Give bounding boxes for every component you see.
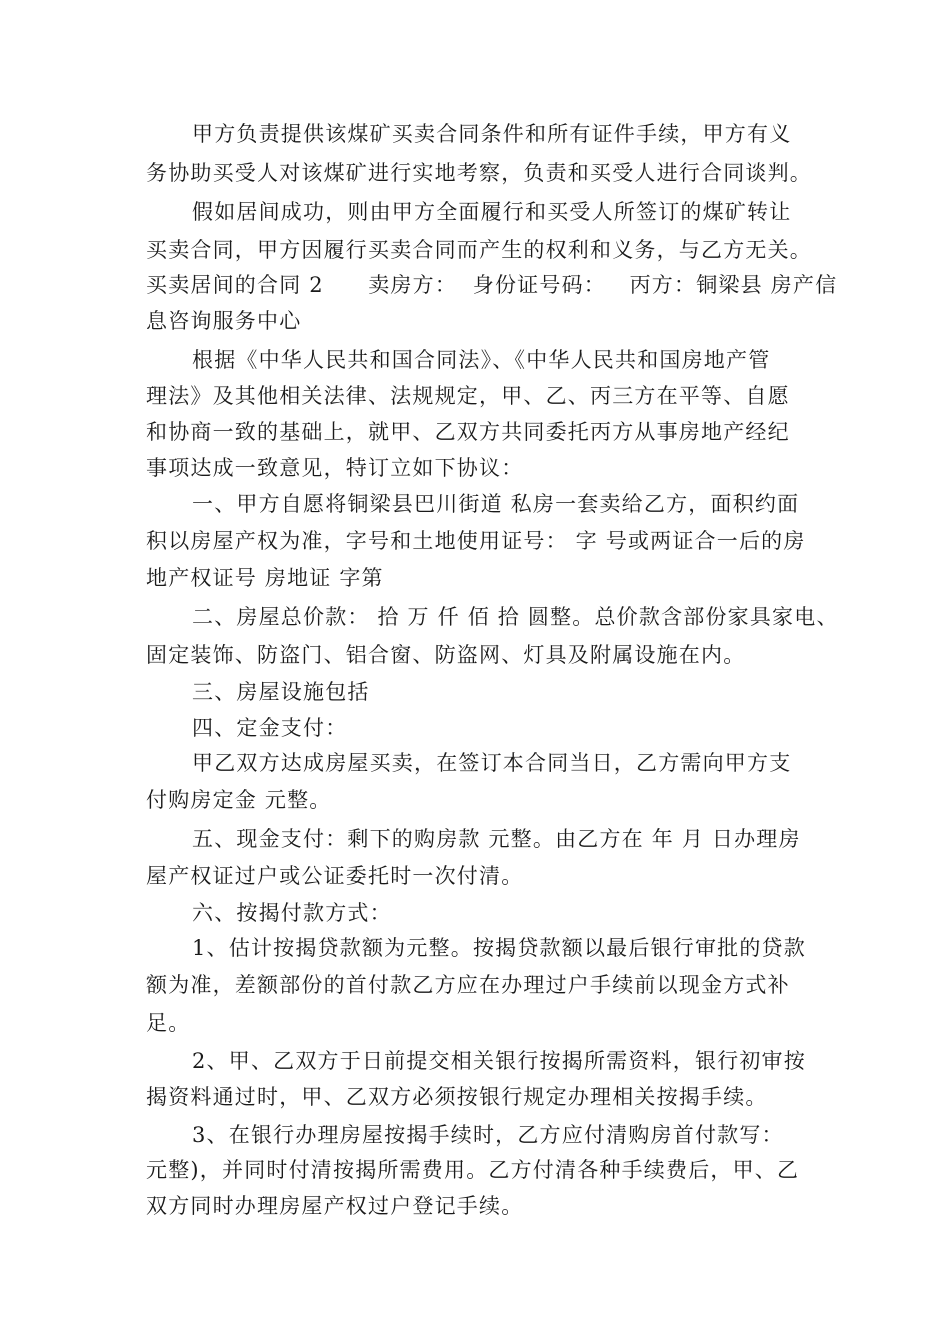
text-line: 1、估计按揭贷款额为元整。按揭贷款额以最后银行审批的贷款	[192, 936, 806, 960]
text-line: 积以房屋产权为准，字号和土地使用证号： 字 号或两证合一后的房	[146, 529, 806, 553]
text-line: 3、在银行办理房屋按揭手续时，乙方应付清购房首付款写：	[192, 1123, 784, 1147]
text-line: 2、甲、乙双方于日前提交相关银行按揭所需资料，银行初审按	[192, 1049, 806, 1073]
text-line: 息咨询服务中心	[146, 309, 302, 333]
text-line: 四、定金支付：	[192, 716, 348, 740]
text-line: 根据《中华人民共和国合同法》、《中华人民共和国房地产管	[192, 348, 771, 372]
text-line: 双方同时办理房屋产权过户登记手续。	[146, 1194, 524, 1218]
text-line: 事项达成一致意见，特订立如下协议：	[146, 456, 524, 480]
text-line: 足。	[146, 1011, 191, 1035]
text-line: 务协助买受人对该煤矿进行实地考察，负责和买受人进行合同谈判。	[146, 161, 812, 185]
text-line: 和协商一致的基础上，就甲、乙双方共同委托丙方从事房地产经纪	[146, 420, 790, 444]
text-line: 理法》及其他相关法律、法规规定，甲、乙、丙三方在平等、自愿	[146, 384, 790, 408]
text-line: 甲乙双方达成房屋买卖，在签订本合同当日，乙方需向甲方支	[192, 751, 792, 775]
text-line: 买卖居间的合同 2 卖房方： 身份证号码： 丙方：铜梁县 房产信	[146, 273, 838, 297]
text-line: 额为准，差额部份的首付款乙方应在办理过户手续前以现金方式补	[146, 973, 790, 997]
text-line: 三、房屋设施包括	[192, 680, 370, 704]
text-line: 屋产权证过户或公证委托时一次付清。	[146, 864, 524, 888]
text-line: 地产权证号 房地证 字第	[146, 566, 384, 590]
text-line: 甲方负责提供该煤矿买卖合同条件和所有证件手续，甲方有义	[192, 122, 792, 146]
text-line: 一、甲方自愿将铜梁县巴川街道 私房一套卖给乙方，面积约面	[192, 492, 800, 516]
text-line: 二、房屋总价款： 拾 万 仟 佰 拾 圆整。总价款含部份家具家电、	[192, 605, 839, 629]
text-line: 假如居间成功，则由甲方全面履行和买受人所签订的煤矿转让	[192, 200, 792, 224]
text-line: 买卖合同，甲方因履行买卖合同而产生的权利和义务，与乙方无关。	[146, 238, 812, 262]
text-line: 五、现金支付：剩下的购房款 元整。由乙方在 年 月 日办理房	[192, 827, 801, 851]
text-line: 固定装饰、防盗门、铝合窗、防盗网、灯具及附属设施在内。	[146, 643, 746, 667]
text-line: 元整)，并同时付清按揭所需费用。乙方付清各种手续费后，甲、乙	[146, 1158, 800, 1182]
text-line: 六、按揭付款方式：	[192, 901, 392, 925]
text-line: 揭资料通过时，甲、乙双方必须按银行规定办理相关按揭手续。	[146, 1085, 768, 1109]
text-line: 付购房定金 元整。	[146, 788, 332, 812]
